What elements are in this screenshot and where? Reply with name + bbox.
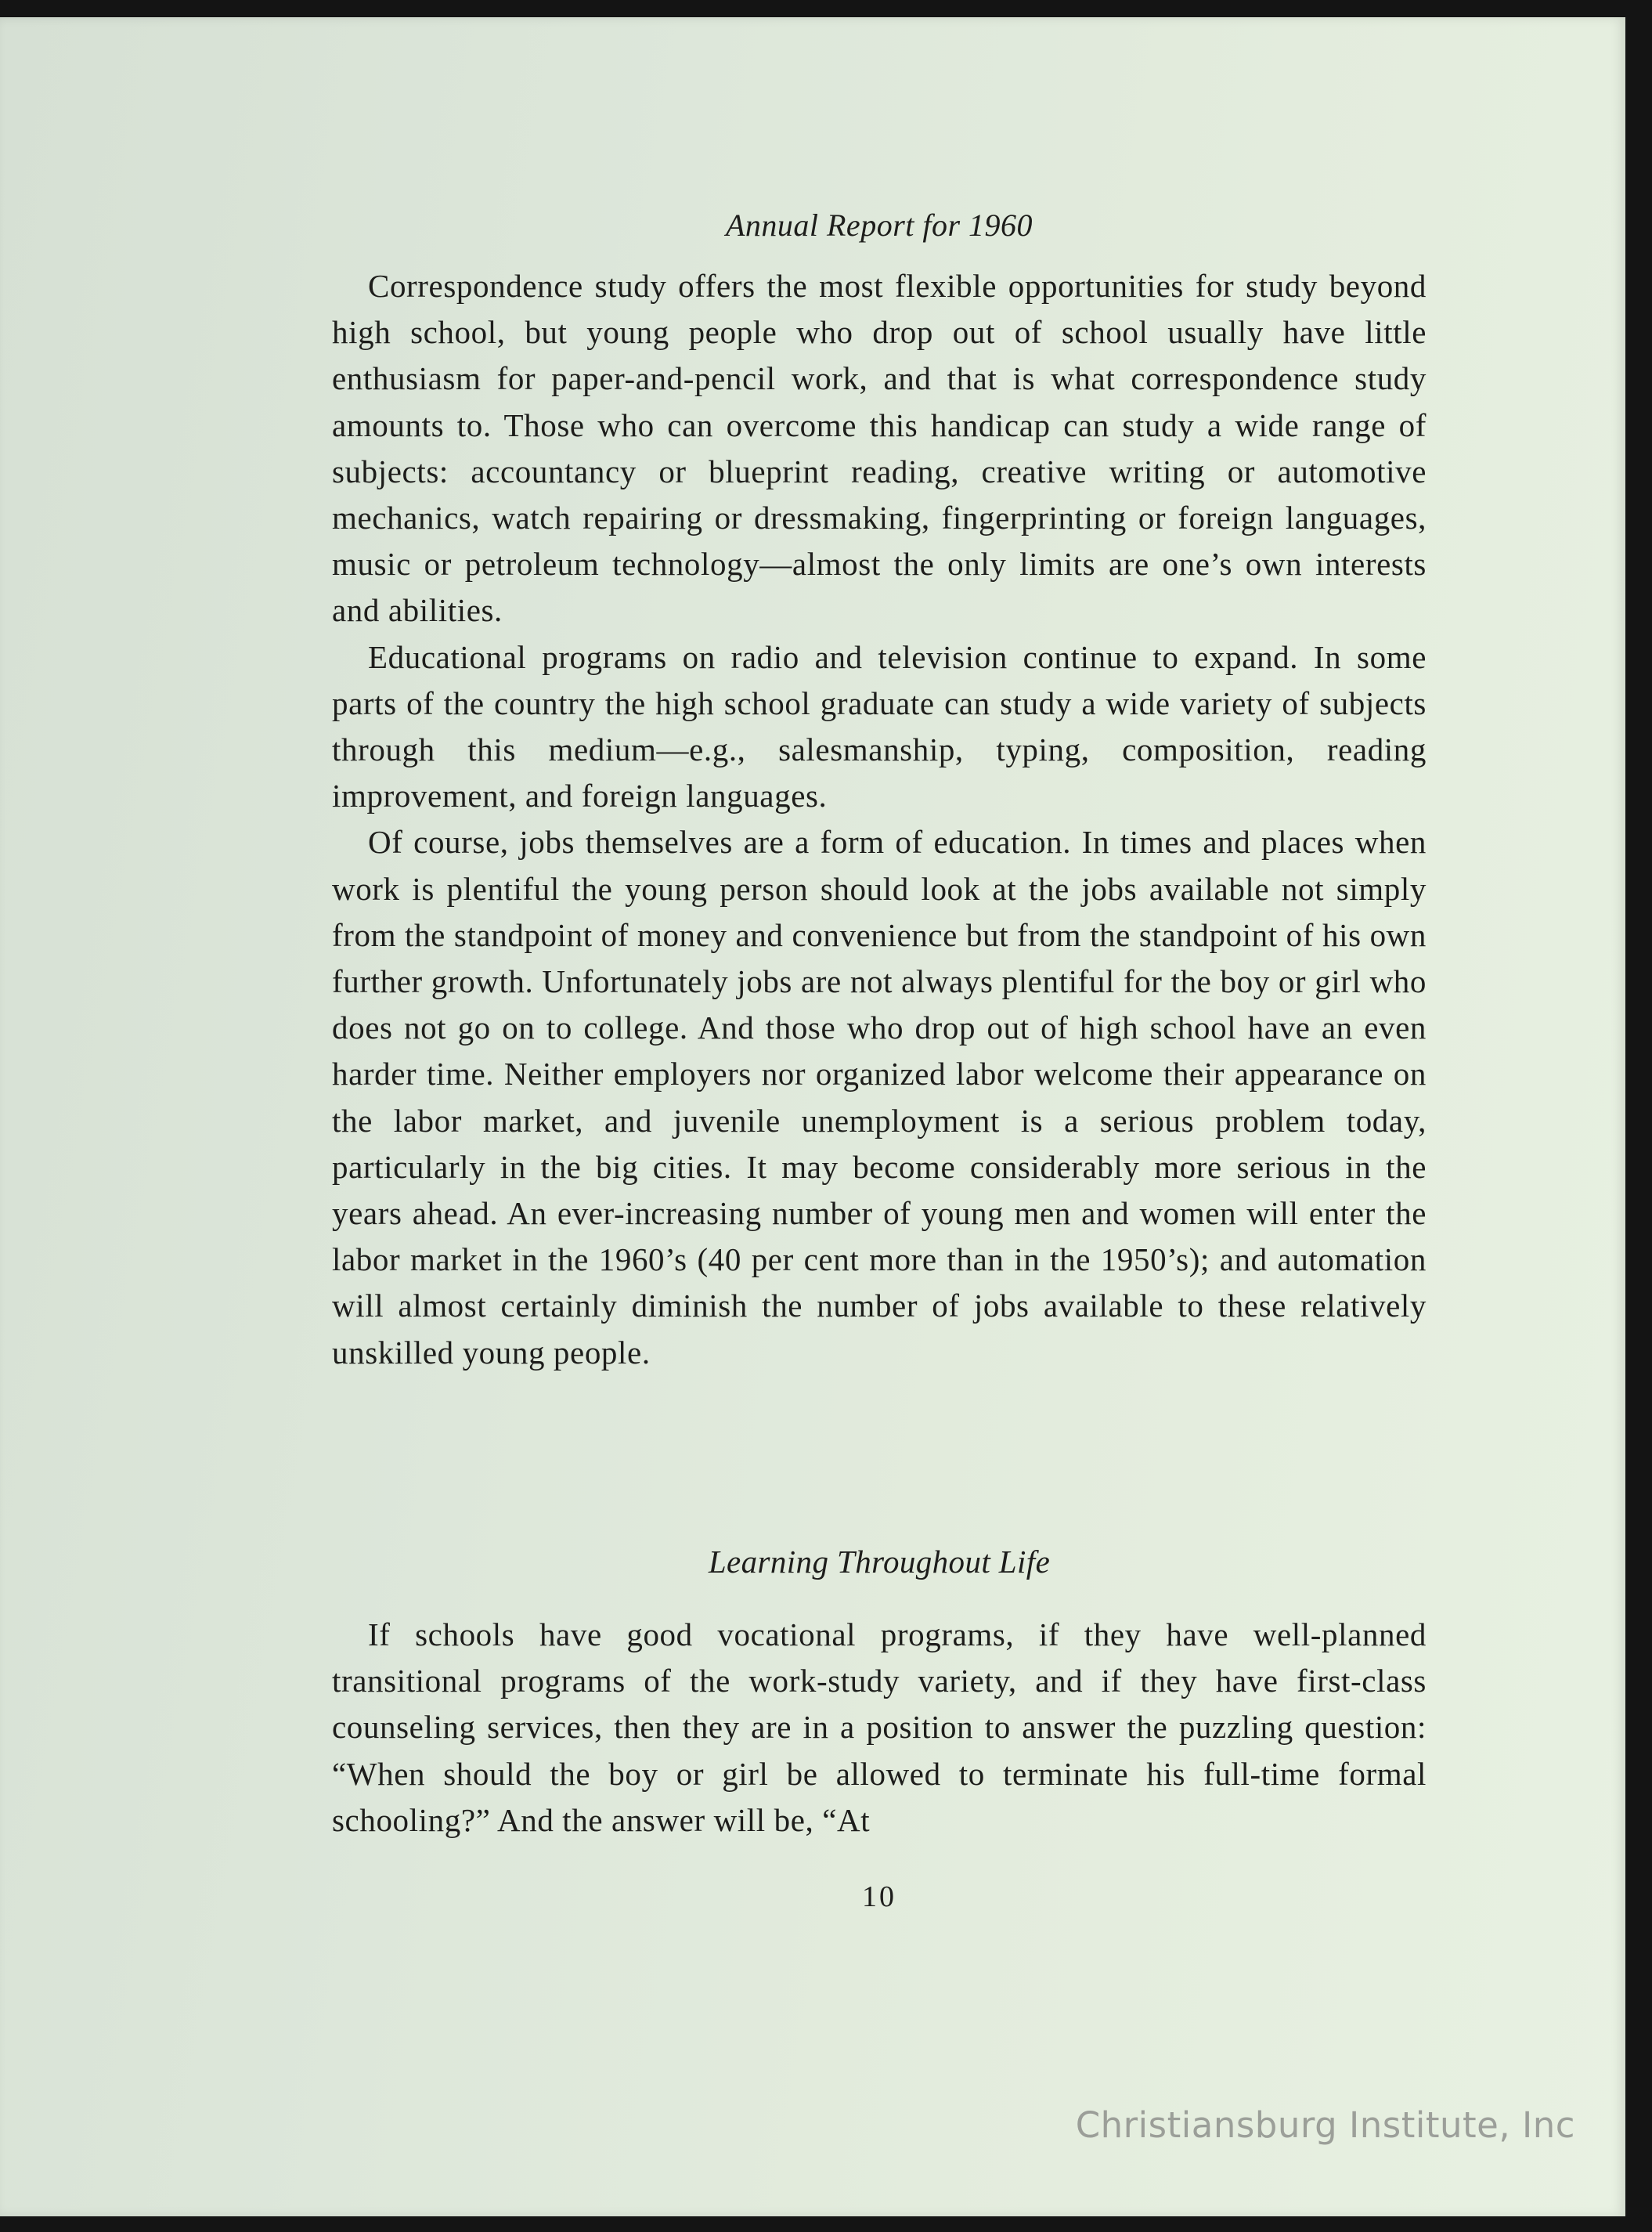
page-number: 10 bbox=[862, 1880, 896, 1913]
paragraph-learning-throughout-life: If schools have good vocational programs, if they have well-planned transitional programs of the work-study variety, and if they have first-class counseling services, then they are in a position to answer the puzzling question: “When should the boy or girl be allowed to terminate his full-time formal schooling?” And the answer will be, “At bbox=[332, 1616, 1427, 1838]
paragraph-correspondence-study: Correspondence study offers the most flexible opportunities for study beyond high school, but young people who drop out of school usually have little enthusiasm for paper-and-pencil work, and that is what correspondence study amounts to. Those who can overcome this handicap can study a wide range of subjects: accountancy or blueprint reading, creative writing or automotive mechanics, watch repairing or dressmaking, fingerprinting or foreign languages, music or petroleum technology—almost the only limits are one’s own interests and abilities. bbox=[332, 268, 1427, 629]
main-text bbox=[332, 263, 1427, 1376]
paragraph-educational-programs: Educational programs on radio and television continue to expand. In some parts of the country the high school graduate can study a wide variety of subjects through this medium—e.g., salesmanship, typing, composition, reading improvement, and foreign languages. bbox=[332, 638, 1427, 814]
running-head: Annual Report for 1960 bbox=[725, 208, 1033, 243]
watermark: Christiansburg Institute, Inc bbox=[1075, 2104, 1575, 2146]
section-text bbox=[332, 1612, 1427, 1844]
section-heading: Learning Throughout Life bbox=[708, 1544, 1051, 1580]
paragraph-jobs-education: Of course, jobs themselves are a form of education. In times and places when work is plentiful the young person should look at the jobs available not simply from the standpoint of money and convenience but from the standpoint of his own further growth. Unfortunately jobs are not always plentiful for the boy or girl who does not go on to college. And those who drop out of high school have an even harder time. Neither employers nor organized labor welcome their appearance on the labor market, and juvenile unemployment is a serious problem today, particularly in the big cities. It may become considerably more serious in the years ahead. An ever-increasing number of young men and women will enter the labor market in the 1960’s (40 per cent more than in the 1950’s); and automation will almost certainly diminish the number of jobs available to these relatively unskilled young people. bbox=[332, 824, 1427, 1371]
